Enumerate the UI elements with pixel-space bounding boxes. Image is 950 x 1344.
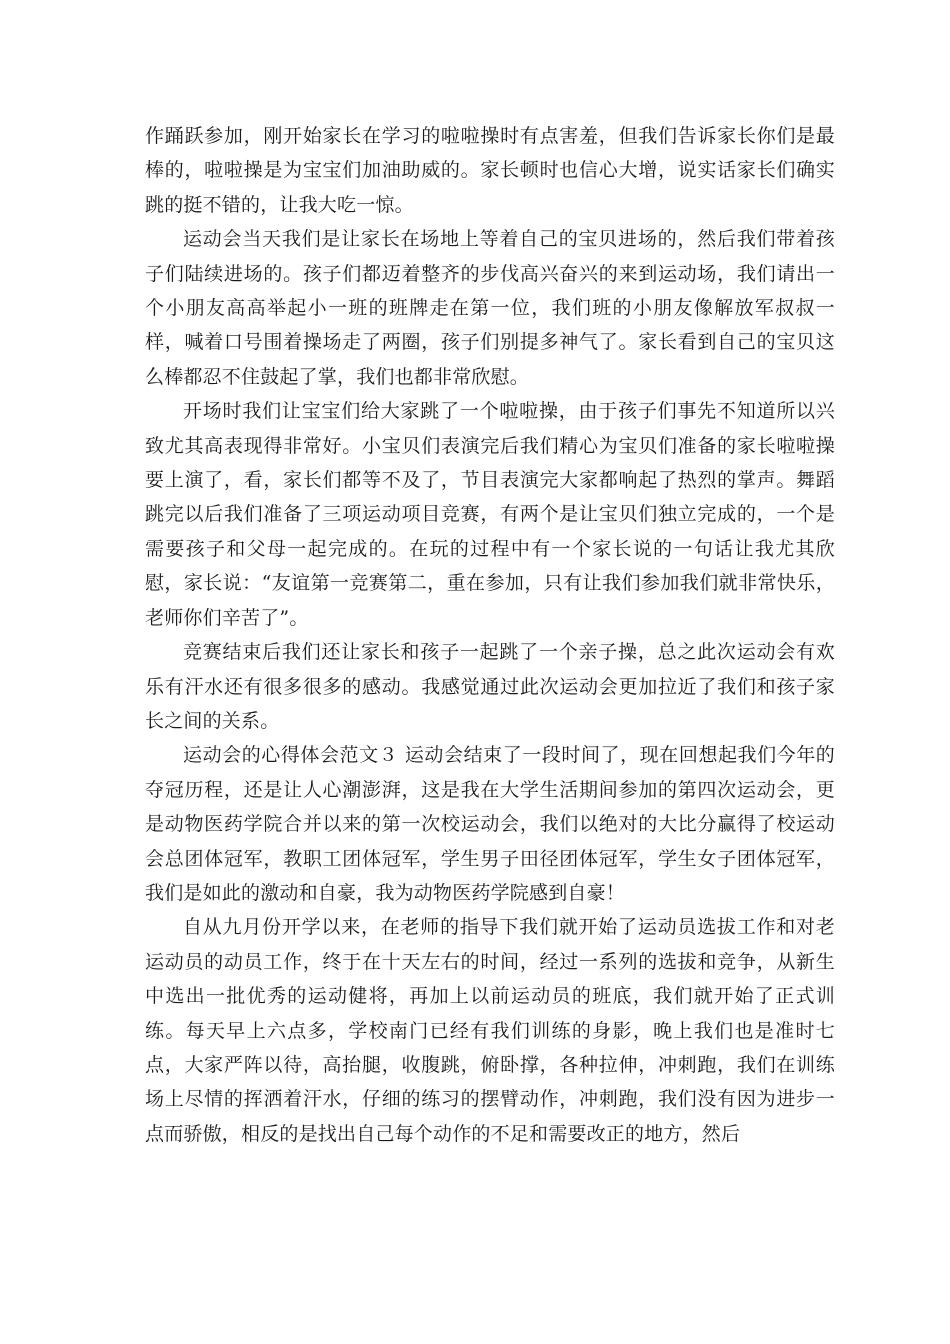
document-body xyxy=(145,119,835,1151)
paragraph-6: 自从九月份开学以来，在老师的指导下我们就开始了运动员选拔工作和对老运动员的动员工作，终于在十天左右的时间，经过一系列的选拔和竞争，从新生中选出一批优秀的运动健将，再加上以前运动员的班底，我们就开始了正式训练。每天早上六点多，学校南门已经有我们训练的身影，晚上我们也是准时七点，大家严阵以待，高抬腿，收腹跳，俯卧撑，各种拉伸，冲刺跑，我们在训练场上尽情的挥洒着汗水，仔细的练习的摆臂动作，冲刺跑，我们没有因为进步一点而骄傲，相反的是找出自己每个动作的不足和需要改正的地方，然后 xyxy=(145,916,835,1145)
paragraph-4: 竞赛结束后我们还让家长和孩子一起跳了一个亲子操，总之此次运动会有欢乐有汗水还有很多很多的感动。我感觉通过此次运动会更加拉近了我们和孩子家长之间的关系。 xyxy=(145,641,835,732)
paragraph-2: 运动会当天我们是让家长在场地上等着自己的宝贝进场的，然后我们带着孩子们陆续进场的。孩子们都迈着整齐的步伐高兴奋兴的来到运动场，我们请出一个小朋友高高举起小一班的班牌走在第一位，我们班的小朋友像解放军叔叔一样，喊着口号围着操场走了两圈，孩子们别提多神气了。家长看到自己的宝贝这么棒都忍不住鼓起了掌，我们也都非常欣慰。 xyxy=(145,228,835,388)
paragraph-3: 开场时我们让宝宝们给大家跳了一个啦啦操，由于孩子们事先不知道所以兴致尤其高表现得非常好。小宝贝们表演完后我们精心为宝贝们准备的家长啦啦操要上演了，看，家长们都等不及了，节目表演完大家都响起了热烈的掌声。舞蹈跳完以后我们准备了三项运动项目竞赛，有两个是让宝贝们独立完成的，一个是需要孩子和父母一起完成的。在玩的过程中有一个家长说的一句话让我尤其欣慰，家长说：“友谊第一竞赛第二，重在参加，只有让我们参加我们就非常快乐，老师你们辛苦了”。 xyxy=(145,400,835,629)
paragraph-1: 作踊跃参加，刚开始家长在学习的啦啦操时有点害羞，但我们告诉家长你们是最棒的，啦啦操是为宝宝们加油助威的。家长顿时也信心大增，说实话家长们确实跳的挺不错的，让我大吃一惊。 xyxy=(145,125,835,216)
paragraph-5: 运动会的心得体会范文３ 运动会结束了一段时间了，现在回想起我们今年的夺冠历程，还是让人心潮澎湃，这是我在大学生活期间参加的第四次运动会，更是动物医药学院合并以来的第一次校运动会，我们以绝对的大比分赢得了校运动会总团体冠军，教职工团体冠军，学生男子田径团体冠军，学生女子团体冠军，我们是如此的激动和自豪，我为动物医药学院感到自豪！ xyxy=(145,744,835,904)
